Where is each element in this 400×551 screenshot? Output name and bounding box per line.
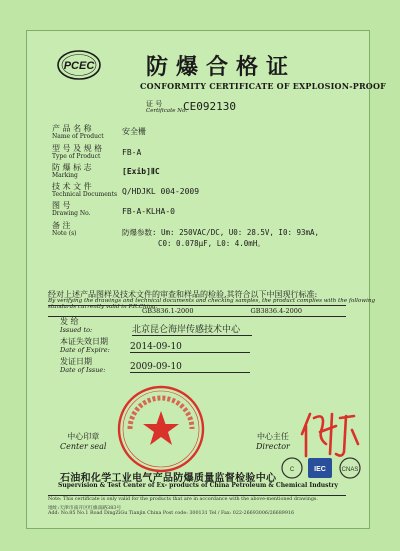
expiry-value: 2014-09-10 (130, 342, 250, 353)
note-value-line2: C0: 0.078μF, L0: 4.0mH。 (158, 239, 265, 248)
tech-docs-value: Q/HDJKL 004-2009 (122, 187, 200, 196)
standards: GB3836.1-2000 GB3836.4-2000 (142, 307, 302, 315)
pcec-logo (56, 48, 102, 82)
note-label: 备 注 Note (s) (52, 221, 77, 237)
footer-line3: Add: No.85 No.1 Road DingZiGu Tianjin China Post code: 300131 Tel / Fax: 022-26693006/26689916 (48, 511, 294, 516)
marking-label: 防 爆 标 志 Marking (52, 163, 92, 179)
standards-underline (48, 316, 346, 317)
divider-line (48, 305, 346, 306)
cert-no-label: 证 号 Certificate No. (146, 100, 188, 114)
issue-value: 2009-09-10 (130, 362, 250, 373)
accreditation-marks (278, 452, 368, 490)
product-name-value: 安全栅 (122, 127, 146, 136)
director-label: 中心主任 Director (256, 432, 290, 451)
issue-label: 发证日期 Date of Issue: (60, 357, 106, 374)
svg-text:CNAS: CNAS (341, 467, 359, 473)
footer-divider (48, 495, 346, 496)
footer-line2: 地址:天津市南开区红旗南路383号 (48, 506, 122, 511)
svg-text:PCEC: PCEC (63, 60, 95, 72)
drawing-no-value: FB-A-KLHA-0 (122, 207, 175, 216)
issued-to-value: 北京昆仑海岸传感技术中心 (132, 322, 252, 336)
svg-text:C: C (289, 467, 295, 473)
red-seal (116, 384, 206, 474)
title-en: CONFORMITY CERTIFICATE OF EXPLOSION-PROOF (140, 81, 387, 91)
tech-docs-label: 技 术 文 件 Technical Documents (52, 182, 118, 198)
title-cn: 防爆合格证 (146, 54, 297, 80)
seal-label: 中心印章 Center seal (60, 432, 107, 451)
org-name-cn: 石油和化学工业电气产品防爆质量监督检验中心 (60, 473, 277, 484)
drawing-no-label: 图 号 Drawing No. (52, 201, 91, 217)
product-type-label: 型 号 及 规 格 Type of Product (52, 144, 103, 160)
note-value-line1: 防爆参数: Um: 250VAC/DC, U0: 28.5V, I0: 93mA, (122, 228, 320, 237)
cert-no-value: CE092130 (183, 100, 236, 113)
svg-text:IEC: IEC (314, 466, 326, 473)
product-type-value: FB-A (122, 148, 142, 157)
statement-cn: 经对上述产品图样及技术文件的审查和样品的检验,其符合以下中国现行标准: (48, 290, 318, 299)
issued-to-label: 发 给 Issued to: (60, 317, 93, 334)
marking-value: [Exib]ⅡC (122, 167, 160, 176)
expiry-label: 本证失效日期 Date of Expire: (60, 337, 110, 354)
statement-en: By verifying the drawings and technical documents and checking samples, the product complies with the following standards currently valid in P.R.China: (48, 298, 376, 310)
product-name-label: 产 品 名 称 Name of Product (52, 124, 104, 140)
org-name-en: Supervision & Test Center of Ex- products of China Petroleum & Chemical Industry (58, 482, 338, 489)
footer-line1: Note: This certificate is only valid for the products that are in accordance with the above-mentioned drawings. (48, 497, 318, 502)
